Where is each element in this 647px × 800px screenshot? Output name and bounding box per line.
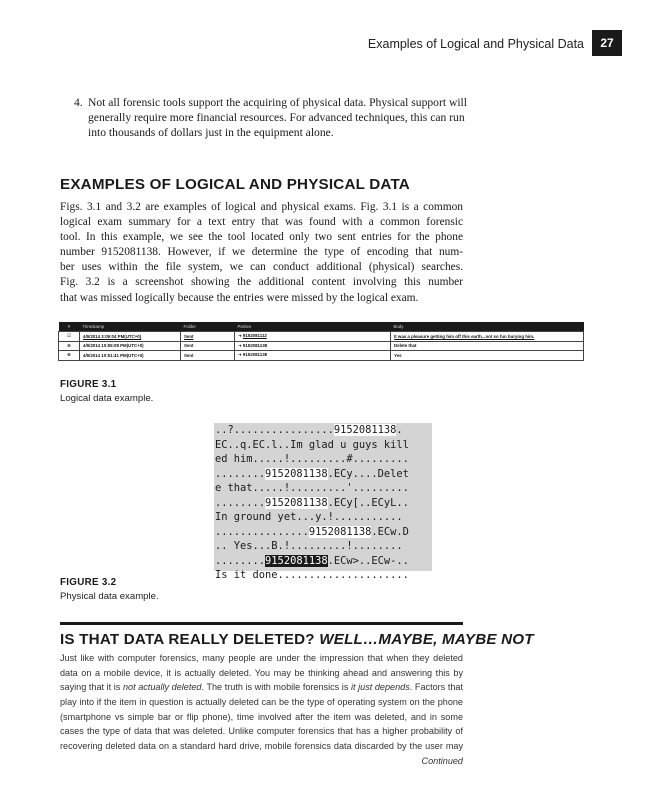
arrow-right-icon: ➜: [238, 333, 243, 339]
highlighted-phone-number: 9152081138: [265, 496, 328, 509]
hex-text: ........: [215, 554, 266, 567]
page-number: 27: [592, 30, 622, 56]
paragraph-line: tool. In this example, we see the tool located only two sent entries for the phone: [60, 231, 463, 244]
column-header: #: [59, 322, 80, 332]
table-row: [59, 341, 584, 351]
column-header: Parties: [235, 322, 391, 332]
hex-dump-line: [214, 423, 432, 438]
emphasis-text: it just depends: [350, 682, 410, 693]
hex-dump-line: [214, 539, 432, 554]
column-header: Body: [391, 322, 584, 332]
parties-cell: [235, 341, 391, 351]
running-header: Examples of Logical and Physical Data: [367, 37, 584, 51]
hex-text: .ECy[..ECyL..: [327, 496, 409, 509]
emphasis-text: not actually deleted: [122, 682, 202, 693]
hex-dump-line: [214, 525, 432, 540]
highlighted-phone-number: 9152081138: [265, 554, 328, 567]
hex-text: ...............: [215, 525, 309, 538]
hex-text: EC..q.EC.l..Im glad u guys kill: [215, 438, 409, 451]
timestamp-cell: 4/9/2014 10:55:08 PM(UTC+0): [80, 341, 181, 351]
section-heading-deleted: [60, 631, 534, 649]
hex-text: Is it done.....................: [215, 569, 409, 581]
folder-cell: Sent: [181, 332, 235, 342]
list-item-text: Not all forensic tools support the acquiring of physical data. Physical support will generally require more financial resources. For advanced techniques, this can run into thousands of dollars just in the equipment alone.: [88, 96, 467, 140]
text-run: . Factors that: [409, 682, 463, 693]
hex-text: ed him.....!.........#.........: [215, 453, 409, 465]
parties-cell: [235, 332, 391, 342]
hex-dump-line: [214, 568, 432, 583]
paragraph-line: cases the type of data that was deleted. Unlike computer forensics that has a higher probability of: [60, 726, 463, 737]
paragraph-line: data on a mobile device, it is actually deleted. You may be thinking ahead and answering this by: [60, 667, 463, 678]
timestamp-cell: 4/9/2014 3:09:04 PM(UTC+0): [80, 332, 181, 342]
plus-circle-icon: ⊕: [59, 341, 80, 351]
checked-box-icon: ☑: [59, 332, 80, 342]
parties-value: 9152081112: [242, 333, 267, 339]
highlighted-phone-number: 9152081138: [308, 525, 372, 538]
hex-dump-line: [214, 438, 432, 453]
section-heading-examples: EXAMPLES OF LOGICAL AND PHYSICAL DATA: [60, 176, 410, 193]
hex-text: ........: [215, 496, 266, 509]
body-cell: It was a pleasure getting him off this earth...not so fun burying him.: [391, 332, 584, 342]
hex-dump-line: [214, 452, 432, 467]
physical-data-hex-view: [214, 423, 432, 581]
column-header: Folder: [181, 322, 235, 332]
folder-cell: Sent: [181, 351, 235, 361]
hex-text: .ECy....Delet: [327, 467, 409, 480]
column-header: Timestamp: [80, 322, 181, 332]
list-item-4: [74, 95, 474, 141]
paragraph-line: number 9152081138. However, if we determine the type of encoding that num-: [60, 246, 463, 259]
table-header-row: [59, 322, 584, 332]
text-run: . The truth is with mobile forensics is: [201, 682, 351, 693]
body-cell: Delete that: [391, 341, 584, 351]
highlighted-phone-number: 9152081138: [333, 424, 397, 436]
arrow-right-icon: ➜: [238, 342, 243, 348]
paragraph-line: (smartphone vs simple bar or flip phone), time involved after the item was deleted, and in some: [60, 711, 463, 722]
hex-dump-line: [214, 510, 432, 525]
parties-cell: [235, 351, 391, 361]
continued-label: Continued: [421, 755, 463, 766]
table-row: [59, 332, 584, 342]
paragraph-line: Figs. 3.1 and 3.2 are examples of logical and physical exams. Fig. 3.1 is a common: [60, 201, 463, 213]
hex-dump-line: [214, 467, 432, 482]
arrow-right-icon: ➜: [238, 352, 243, 358]
paragraph-line: Fig. 3.2 is a screenshot showing the additional content involving this number: [60, 276, 463, 289]
heading-main: IS THAT DATA REALLY DELETED?: [60, 631, 320, 648]
timestamp-cell: 4/9/2014 10:51:41 PM(UTC+0): [80, 351, 181, 361]
logical-data-table: [58, 322, 584, 361]
parties-value: 9152081138: [242, 342, 268, 348]
logical-data-table-figure: [58, 322, 584, 361]
figure-3-1-label: FIGURE 3.1: [60, 379, 117, 390]
hex-dump-line: [214, 481, 432, 496]
hex-text: .ECw>..ECw-..: [327, 554, 409, 567]
hex-text: .ECw.D: [371, 525, 409, 538]
hex-text: ........: [215, 467, 266, 480]
paragraph-line: ber uses within the file system, we can conduct additional (physical) searches.: [60, 261, 463, 274]
hex-text: ..?................: [215, 424, 334, 436]
section-paragraph: [60, 200, 463, 306]
paragraph-line: [60, 680, 463, 695]
highlighted-phone-number: 9152081138: [265, 467, 328, 480]
paragraph-line: that was missed logically because the entries were missed by the logical exam.: [60, 291, 419, 304]
hex-dump-line: [214, 496, 432, 511]
figure-3-2-caption: Physical data example.: [60, 591, 159, 602]
paragraph-line: Just like with computer forensics, many people are under the impression that when they deleted: [60, 653, 463, 663]
heading-italic: WELL…MAYBE, MAYBE NOT: [319, 631, 534, 648]
hex-text: .. Yes...B.!.........!........: [215, 540, 403, 552]
paragraph-line: recovering deleted data on a standard hard drive, mobile forensics data discarded by the user may: [60, 741, 463, 752]
parties-value: 9152081138: [242, 352, 268, 358]
section-2-paragraph: [60, 651, 463, 769]
hex-text: e that.....!.........'.........: [215, 482, 409, 494]
paragraph-line: play into if the item in question is actually deleted can be the type of operating system on the phone: [60, 697, 463, 708]
plus-circle-icon: ⊕: [59, 351, 80, 361]
folder-cell: Sent: [181, 341, 235, 351]
hex-dump-line: [214, 554, 432, 569]
table-row: [59, 351, 584, 361]
hex-text: .: [396, 424, 403, 436]
hex-text: In ground yet...y.!...........: [215, 511, 403, 523]
text-run: saying that it is: [60, 682, 123, 693]
paragraph-line: logical exam summary for a text entry that was found with a common forensic: [60, 216, 463, 229]
figure-3-2-label: FIGURE 3.2: [60, 577, 117, 588]
figure-3-1-caption: Logical data example.: [60, 393, 154, 404]
list-item-number: 4.: [74, 96, 83, 109]
section-divider: [60, 622, 463, 625]
body-cell: Yes: [391, 351, 584, 361]
